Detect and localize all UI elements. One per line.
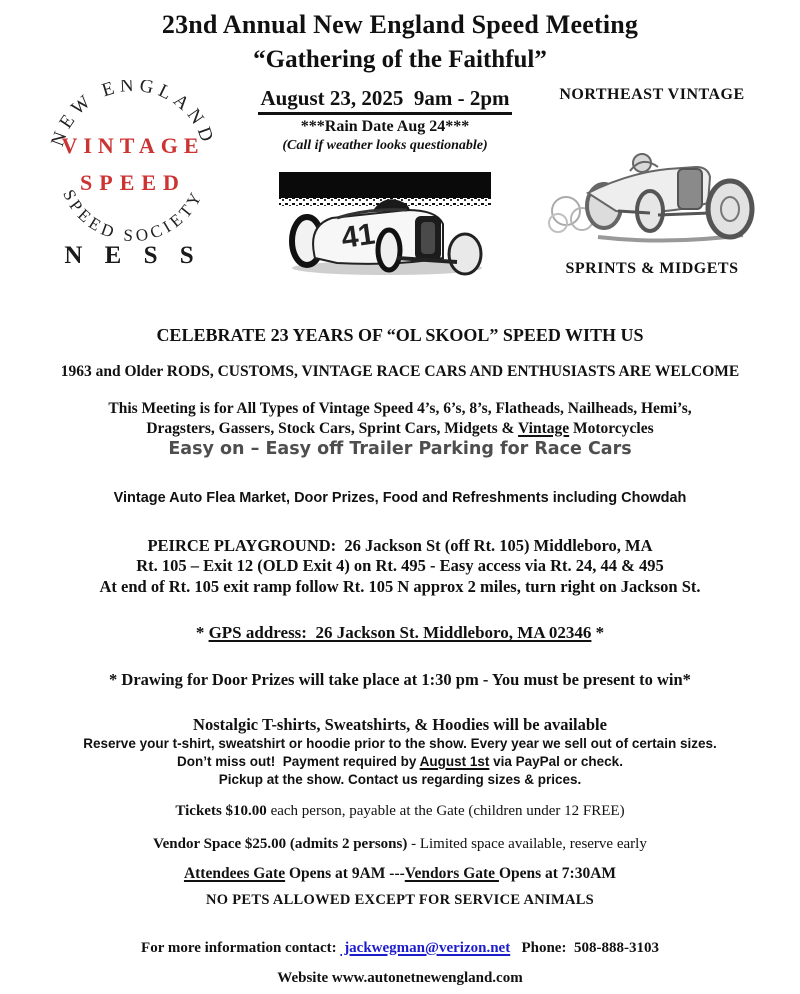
meeting-line2-pre: Dragsters, Gassers, Stock Cars, Sprint Cars, Midgets & xyxy=(146,419,519,437)
contact-line xyxy=(0,940,800,958)
vendor-price: Vendor Space $25.00 (admits 2 persons) xyxy=(153,835,408,852)
gates-line xyxy=(0,865,800,883)
tickets-rest: each person, payable at the Gate (children under 12 FREE) xyxy=(266,802,625,819)
gps-address-underlined: GPS address: 26 Jackson St. Middleboro, MA 02346 xyxy=(208,623,592,643)
contact-pre: For more information contact: xyxy=(141,939,341,956)
shirts-line1: Reserve your t-shirt, sweatshirt or hoodie prior to the show. Every year we sell out of certain sizes. xyxy=(83,736,717,752)
sprint-car-sketch xyxy=(538,111,766,251)
gps-address-line xyxy=(0,623,800,643)
svg-text:SPEED SOCIETY xyxy=(59,186,207,245)
logo-vintage-text: VINTAGE xyxy=(61,133,205,159)
shirts-title: Nostalgic T-shirts, Sweatshirts, & Hoodies will be available xyxy=(193,714,607,734)
event-info-column xyxy=(238,80,532,278)
car-number: 41 xyxy=(339,217,378,256)
event-date: August 23, 2025 9am - 2pm xyxy=(258,86,511,115)
logo-arc-bottom: SPEED SOCIETY xyxy=(59,186,207,246)
shirts-line2-underlined: August 1st xyxy=(419,754,490,770)
logo-ness-text: N E S S xyxy=(64,242,202,270)
contact-phone: Phone: 508-888-3103 xyxy=(510,939,659,956)
vendor-line xyxy=(0,836,800,854)
shirts-line3: Pickup at the show. Contact us regarding sizes & prices. xyxy=(218,771,582,787)
gps-post: * xyxy=(591,623,605,643)
northeast-vintage-label: NORTHEAST VINTAGE xyxy=(559,86,745,104)
welcome-line: 1963 and Older RODS, CUSTOMS, VINTAGE RACE CARS AND ENTHUSIASTS ARE WELCOME xyxy=(60,363,740,381)
gps-pre: * xyxy=(195,623,209,643)
tickets-line xyxy=(0,803,800,821)
location-line2: Rt. 105 – Exit 12 (OLD Exit 4) on Rt. 495 - Easy access via Rt. 24, 44 & 495 xyxy=(136,556,664,576)
gates-post: Opens at 7:30AM xyxy=(498,865,617,883)
trailer-parking-line: Easy on – Easy off Trailer Parking for Race Cars xyxy=(168,439,632,459)
meeting-types-line2 xyxy=(0,420,800,438)
door-prizes-line: * Drawing for Door Prizes will take place at 1:30 pm - You must be present to win* xyxy=(109,670,691,690)
rain-date: ***Rain Date Aug 24*** xyxy=(300,117,470,135)
meeting-types-line1: This Meeting is for All Types of Vintage Speed 4’s, 6’s, 8’s, Flatheads, Nailheads, Hemi’s, xyxy=(108,400,692,418)
ness-logo xyxy=(28,80,238,275)
meeting-line2-post: Motorcycles xyxy=(569,419,654,437)
flea-market-line: Vintage Auto Flea Market, Door Prizes, Food and Refreshments including Chowdah xyxy=(113,489,687,506)
hot-rod-photo xyxy=(277,166,493,278)
meeting-line2-underlined: Vintage xyxy=(518,419,570,437)
page-title: 23nd Annual New England Speed Meeting xyxy=(161,10,639,39)
contact-email-link[interactable]: jackwegman@verizon.net xyxy=(340,939,511,956)
no-pets-line: NO PETS ALLOWED EXCEPT FOR SERVICE ANIMALS xyxy=(205,891,595,908)
website-line: Website www.autonetnewengland.com xyxy=(277,970,523,987)
logo-arc-top: NEW ENGLAND xyxy=(47,80,219,150)
attendees-gate-underlined: Attendees Gate xyxy=(183,865,286,883)
logo-speed-text: SPEED xyxy=(80,170,186,196)
vendors-gate-underlined: Vendors Gate xyxy=(404,865,499,883)
vendor-rest: - Limited space available, reserve early xyxy=(407,835,647,852)
shirts-line2-pre: Don’t miss out! Payment required by xyxy=(177,754,420,770)
header-columns xyxy=(0,74,800,279)
tickets-price: Tickets $10.00 xyxy=(175,802,267,819)
celebrate-heading: CELEBRATE 23 YEARS OF “OL SKOOL” SPEED WITH US xyxy=(156,324,644,345)
ness-logo-icon xyxy=(28,80,238,270)
location-line1: PEIRCE PLAYGROUND: 26 Jackson St (off Rt. 105) Middleboro, MA xyxy=(147,535,653,555)
shirts-line2-post: via PayPal or check. xyxy=(489,754,623,770)
northeast-vintage-column xyxy=(532,80,772,279)
header xyxy=(0,0,800,74)
gates-mid: Opens at 9AM --- xyxy=(285,865,405,883)
weather-note: (Call if weather looks questionable) xyxy=(282,137,488,153)
location-line3: At end of Rt. 105 exit ramp follow Rt. 105 N approx 2 miles, turn right on Jackson St. xyxy=(99,576,701,596)
shirts-line2 xyxy=(0,754,800,770)
page-subtitle: “Gathering of the Faithful” xyxy=(253,45,547,73)
sprints-midgets-label: SPRINTS & MIDGETS xyxy=(565,260,739,278)
